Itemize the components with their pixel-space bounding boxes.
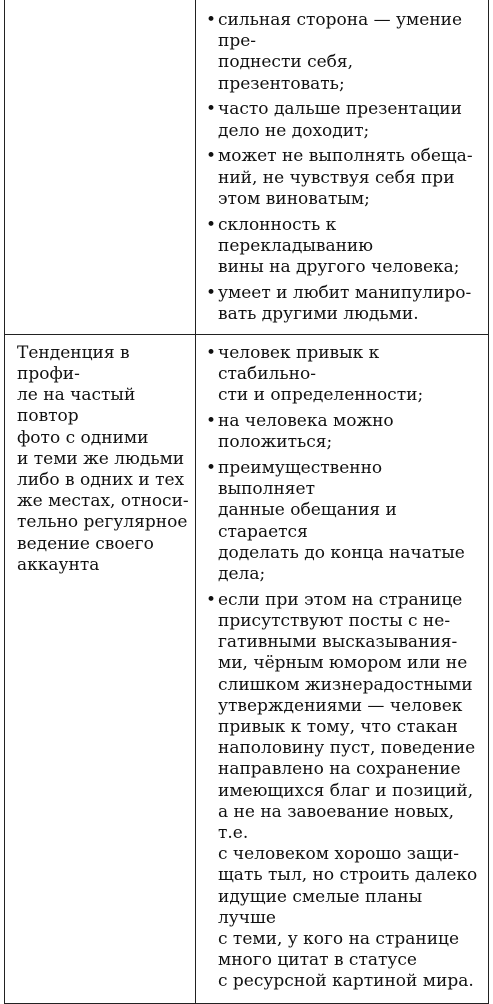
list-item bbox=[206, 458, 482, 585]
list-item bbox=[206, 146, 482, 210]
bullet-icon: • bbox=[206, 411, 217, 432]
list-item-text: преимущественно выполняет данные обещания и старается доделать до конца начатые дела; bbox=[218, 458, 465, 585]
list-item bbox=[206, 215, 482, 279]
list-item bbox=[206, 411, 482, 453]
list-item bbox=[206, 10, 482, 95]
bullet-icon: • bbox=[206, 458, 217, 479]
list-item-text: может не выполнять обеща- ний, не чувствуя себя при этом виноватым; bbox=[218, 146, 473, 209]
list-item-text: если при этом на странице присутствуют посты с не- гативными высказывания- ми, чёрным юмором или не слишком жизнерадостными утверждениями — человек привык к тому, что стакан наполовину пуст, поведение направлено на сохранение имеющихся благ и позиций, а не на завоевание новых, т.е. с человеком хорошо защи- щать тыл, но строить далеко идущие смелые планы лучше с теми, у кого на странице много цитат в статусе с ресурсной картиной мира. bbox=[218, 589, 478, 992]
list-item-text: на человека можно положиться; bbox=[218, 411, 394, 453]
bullet-icon: • bbox=[206, 146, 217, 167]
left-cell bbox=[5, 0, 196, 334]
bullet-icon: • bbox=[206, 214, 217, 235]
left-cell-text bbox=[5, 0, 195, 3]
left-cell-text: Тенденция в профи- ле на частый повтор фото с одними и теми же людьми либо в одних и тех же местах, относи- тельно регулярное ведение своего аккаунта bbox=[17, 342, 189, 575]
list-item bbox=[206, 343, 482, 407]
list-item bbox=[206, 99, 482, 141]
right-cell bbox=[196, 334, 489, 1003]
list-item-text: склонность к перекладыванию вины на другого человека; bbox=[218, 214, 460, 278]
bullet-list bbox=[196, 0, 488, 334]
content-table bbox=[4, 0, 489, 1004]
list-item bbox=[206, 590, 482, 993]
list-item-text: умеет и любит манипулиро- вать другими людьми. bbox=[218, 282, 472, 325]
bullet-icon: • bbox=[206, 282, 217, 303]
list-item-text: сильная сторона — умение пре- поднести себя, презентовать; bbox=[218, 10, 463, 94]
list-item-text: часто дальше презентации дело не доходит; bbox=[218, 99, 462, 141]
bullet-icon: • bbox=[206, 10, 217, 30]
list-item-text: человек привык к стабильно- сти и определенности; bbox=[218, 342, 424, 406]
left-cell bbox=[5, 334, 196, 1003]
bullet-icon: • bbox=[206, 589, 217, 610]
bullet-list bbox=[196, 335, 488, 1003]
right-cell bbox=[196, 0, 489, 334]
list-item bbox=[206, 283, 482, 325]
table-row bbox=[5, 334, 489, 1003]
bullet-icon: • bbox=[206, 99, 217, 120]
table-row bbox=[5, 0, 489, 334]
bullet-icon: • bbox=[206, 342, 217, 363]
